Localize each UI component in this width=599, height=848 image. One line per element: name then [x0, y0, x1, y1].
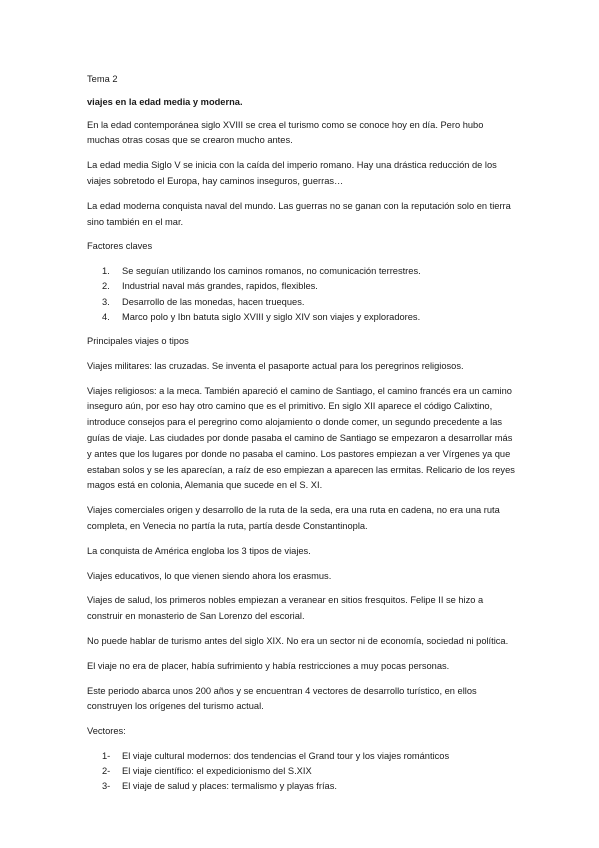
document-heading: Tema 2: [87, 74, 118, 84]
document-subheading: viajes en la edad media y moderna.: [87, 96, 243, 107]
paragraph-viajes-salud: Viajes de salud, los primeros nobles empiezan a veranear en sitios fresquitos. Felipe II se hizo a construir en monasterio de San Lorenzo del escorial.: [87, 595, 484, 622]
paragraph-edad-moderna: La edad moderna conquista naval del mundo. Las guerras no se ganan con la reputación solo en tierra sino también en el mar.: [87, 200, 511, 227]
paragraph-viajes-militares: Viajes militares: las cruzadas. Se inventa el pasaporte actual para los peregrinos religiosos.: [87, 360, 464, 371]
paragraph-turismo-siglo-xix: No puede hablar de turismo antes del siglo XIX. No era un sector ni de economía, sociedad ni política.: [87, 635, 509, 646]
list-item: 2. Industrial naval más grandes, rapidos, flexibles.: [102, 281, 318, 292]
factores-list: [87, 264, 515, 325]
paragraph-periodo-vectores: Este periodo abarca unos 200 años y se encuentran 4 vectores de desarrollo turístico, en ellos construyen los orígenes del turismo actual.: [87, 685, 477, 712]
paragraph-edad-contemporanea: En la edad contemporánea siglo XVIII se crea el turismo como se conoce hoy en día. Pero hubo muchas otras cosas que se crearon mucho antes.: [87, 119, 484, 146]
document-content: [87, 72, 515, 804]
paragraph-viajes-educativos: Viajes educativos, lo que vienen siendo ahora los erasmus.: [87, 570, 332, 581]
paragraph-viajes-comerciales: Viajes comerciales origen y desarrollo de la ruta de la seda, era una ruta en cadena, no era una ruta completa, en Venecia no partía la ruta, partía desde Constantinopla.: [87, 505, 500, 531]
paragraph-edad-media: La edad media Siglo V se inicia con la caída del imperio romano. Hay una drástica reducción de los viajes sobretodo el Europa, hay caminos inseguros, guerras…: [87, 160, 497, 186]
paragraph-viajes-religiosos: Viajes religiosos: a la meca. También apareció el camino de Santiago, el camino francés era un camino inseguro aún, por eso hay otro camino que es el primitivo. En siglo XII aparece el código Calixtino, introduce consejos para el peregrino como alojamiento o donde comer, un segundo precedente a las guías de viaje. Las ciudades por donde pasaba el camino de Santiago se empezaron a desarrollar más y antes que los lugares por donde no pasaba el camino. Los pastores empiezan a ver Vírgenes ya que estaban solos y se les aparecían, a raíz de eso empiezan a aparecen las ermitas. Relicario de los reyes magos está en colonia, Alemania que sucede en el S. XI.: [87, 385, 515, 491]
factores-heading: Factores claves: [87, 241, 153, 252]
list-item: 3. Desarrollo de las monedas, hacen trueques.: [102, 296, 305, 307]
list-item: 1- El viaje cultural modernos: dos tendencias el Grand tour y los viajes románticos: [102, 750, 450, 761]
paragraph-viaje-placer: El viaje no era de placer, había sufrimiento y había restricciones a muy pocas personas.: [87, 660, 450, 671]
list-item: 2- El viaje científico: el expedicionismo del S.XIX: [102, 766, 312, 777]
list-item: 1. Se seguían utilizando los caminos romanos, no comunicación terrestres.: [102, 266, 421, 277]
principales-heading: Principales viajes o tipos: [87, 335, 189, 346]
list-item: 3- El viaje de salud y places: termalismo y playas frías.: [102, 781, 337, 792]
vectores-list: [87, 749, 515, 795]
list-item: 4. Marco polo y Ibn batuta siglo XVIII y siglo XIV son viajes y exploradores.: [102, 311, 421, 322]
vectores-heading: Vectores:: [87, 726, 126, 737]
paragraph-conquista-america: La conquista de América engloba los 3 tipos de viajes.: [87, 545, 311, 556]
